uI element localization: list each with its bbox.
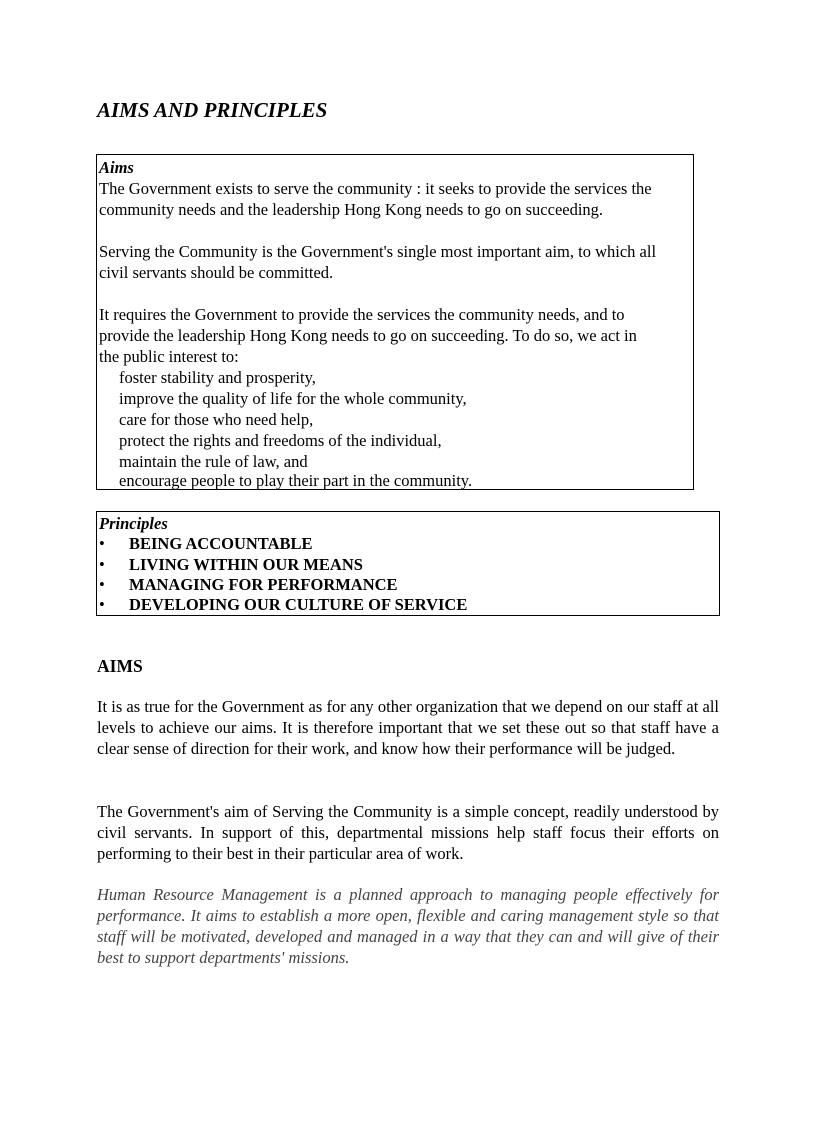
- aims-box-line: The Government exists to serve the community : it seeks to provide the services the: [99, 179, 652, 198]
- aims-list-item: foster stability and prosperity,: [119, 368, 316, 387]
- principle-label: BEING ACCOUNTABLE: [129, 534, 313, 553]
- aims-paragraph: The Government's aim of Serving the Community is a simple concept, readily understood by civil servants. In support of this, departmental missions help staff focus their efforts on performing to their best in their particular area of work.: [97, 802, 719, 863]
- aims-paragraph: It is as true for the Government as for any other organization that we depend on our staff at all levels to achieve our aims. It is therefore important that we set these out so that staff have a clear sense of direction for their work, and know how their performance will be judged.: [97, 697, 719, 758]
- bullet-icon: •: [99, 595, 105, 614]
- hrm-paragraph: Human Resource Management is a planned approach to managing people effectively for performance. It aims to establish a more open, flexible and caring management style so that staff will be motivated, developed and managed in a way that they can and will give of their best to support departments' missions.: [97, 885, 719, 967]
- aims-list-item: care for those who need help,: [119, 410, 314, 429]
- aims-box-line: provide the leadership Hong Kong needs to go on succeeding. To do so, we act in: [99, 326, 637, 345]
- aims-box-line: civil servants should be committed.: [99, 263, 334, 282]
- aims-list-item: protect the rights and freedoms of the individual,: [119, 431, 442, 450]
- principles-box-heading: Principles: [99, 514, 168, 533]
- principle-label: DEVELOPING OUR CULTURE OF SERVICE: [129, 595, 468, 614]
- bullet-icon: •: [99, 534, 105, 553]
- aims-list-item: encourage people to play their part in the community.: [119, 471, 473, 490]
- bullet-icon: •: [99, 554, 105, 574]
- aims-list-item: improve the quality of life for the whole community,: [119, 389, 467, 408]
- principle-label: MANAGING FOR PERFORMANCE: [129, 575, 398, 594]
- aims-box-line: the public interest to:: [99, 347, 239, 366]
- aims-box-line: Serving the Community is the Government's single most important aim, to which all: [99, 242, 657, 261]
- aims-box-line: community needs and the leadership Hong Kong needs to go on succeeding.: [99, 200, 604, 219]
- aims-list-item: maintain the rule of law, and: [119, 452, 308, 471]
- aims-box-heading: Aims: [99, 158, 134, 177]
- principles-box: [96, 511, 720, 616]
- aims-box-line: It requires the Government to provide the services the community needs, and to: [99, 305, 625, 324]
- principle-label: LIVING WITHIN OUR MEANS: [129, 554, 363, 574]
- section-heading-aims: AIMS: [97, 656, 143, 676]
- aims-box: [96, 154, 694, 490]
- bullet-icon: •: [99, 575, 105, 594]
- page-title: AIMS AND PRINCIPLES: [97, 98, 328, 122]
